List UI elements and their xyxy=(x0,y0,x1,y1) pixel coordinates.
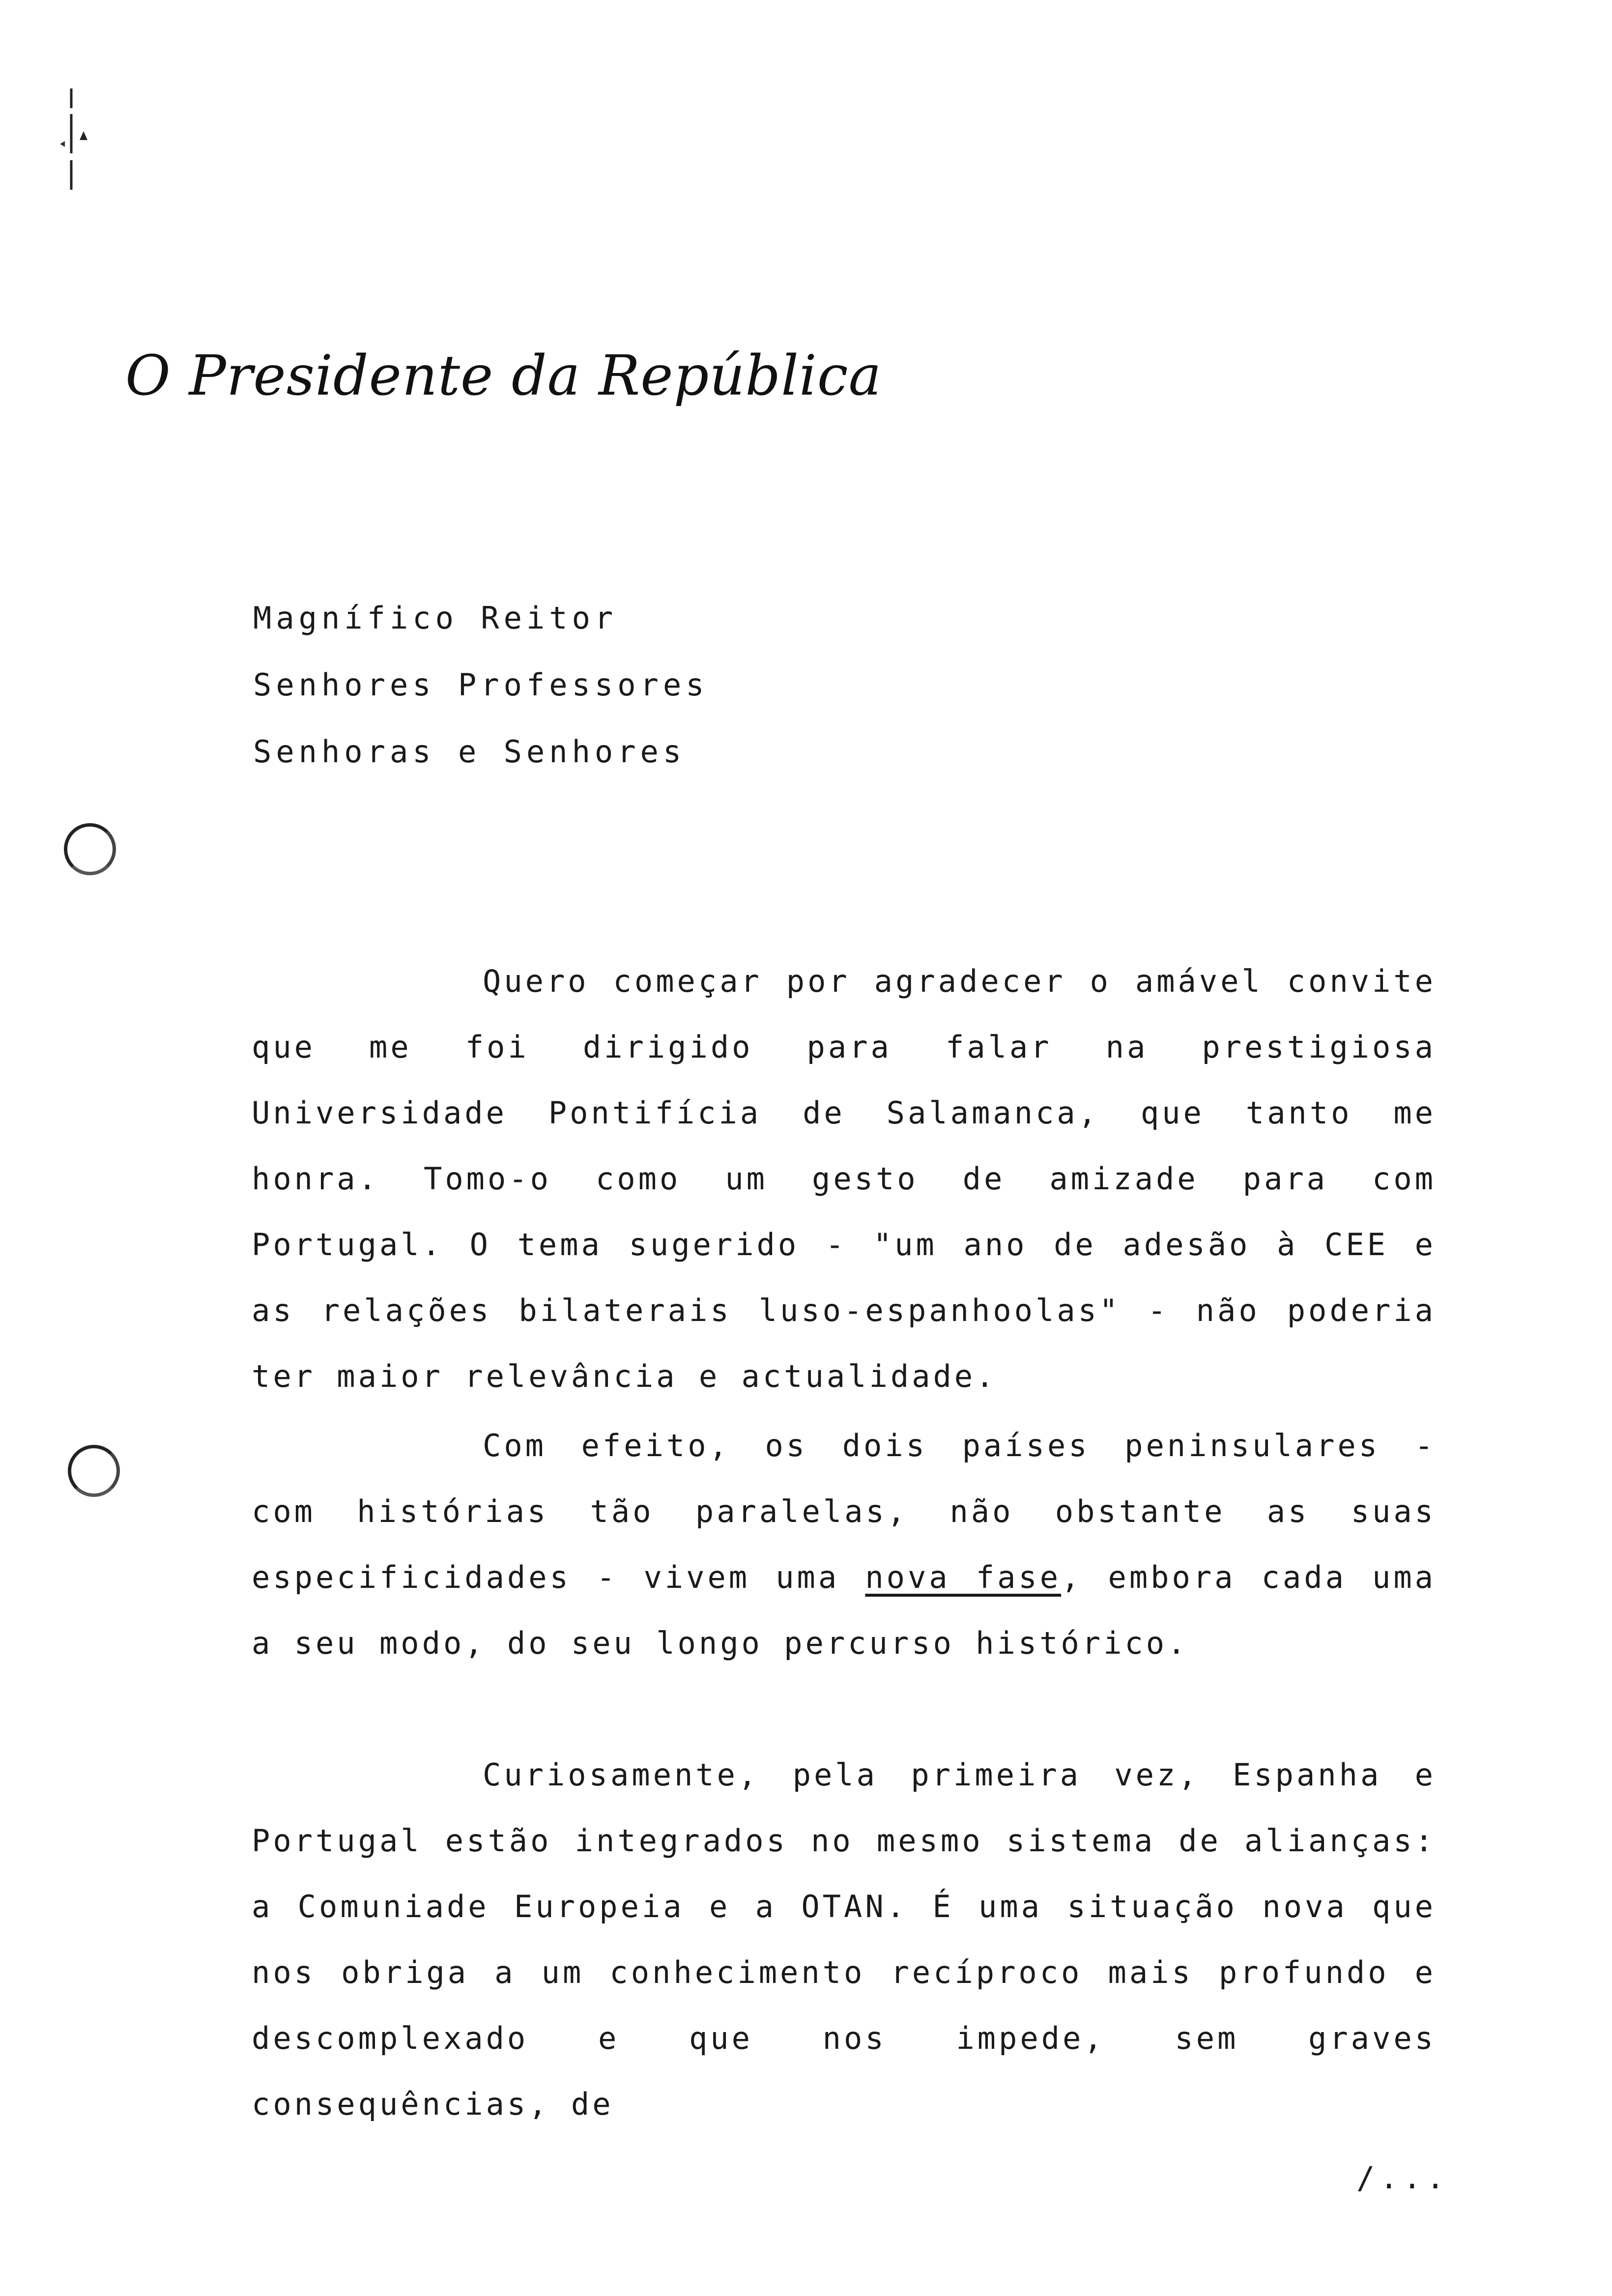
filing-mark-icon xyxy=(59,86,103,209)
salutation-line: Magnífico Reitor xyxy=(253,600,618,636)
paragraph-2-text-start: Com efeito, os dois países peninsulares - com histórias tão paralelas, não obstante as suas especificidades - vivem uma xyxy=(252,1428,1436,1595)
letterhead: O Presidente da República xyxy=(125,344,882,408)
paragraph-3 xyxy=(252,1742,1436,2137)
salutation-line: Senhores Professores xyxy=(253,667,709,703)
salutation-line: Senhoras e Senhores xyxy=(253,734,686,770)
paragraph-3-text: Curiosamente, pela primeira vez, Espanha e Portugal estão integrados no mesmo sistema de alianças: a Comuniade Europeia e a OTAN. É uma situação nova que nos obriga a um conhecimento recíproco mais profundo e descomplexado e que nos impede, sem graves consequências, de xyxy=(252,1757,1436,2122)
continuation-mark: /... xyxy=(1356,2160,1450,2196)
paragraph-1-text: Quero começar por agradecer o amável convite que me foi dirigido para falar na prestigiosa Universidade Pontifícia de Salamanca, que tanto me honra. Tomo-o como um gesto de amizade para com Portugal. O tema sugerido - "um ano de adesão à CEE e as relações bilaterais luso-espanhoolas" - não poderia ter maior relevância e actualidade. xyxy=(252,963,1436,1394)
salutation-block xyxy=(253,585,709,785)
punch-hole-icon xyxy=(64,823,116,875)
paragraph-2-underlined-phrase: nova fase xyxy=(865,1559,1062,1595)
paragraph-2 xyxy=(252,1413,1436,1676)
punch-hole-icon xyxy=(68,1445,120,1497)
paragraph-1 xyxy=(252,948,1436,1409)
paragraph-2-text-end: , embora cada uma a seu modo, do seu longo percurso histórico. xyxy=(252,1559,1436,1661)
